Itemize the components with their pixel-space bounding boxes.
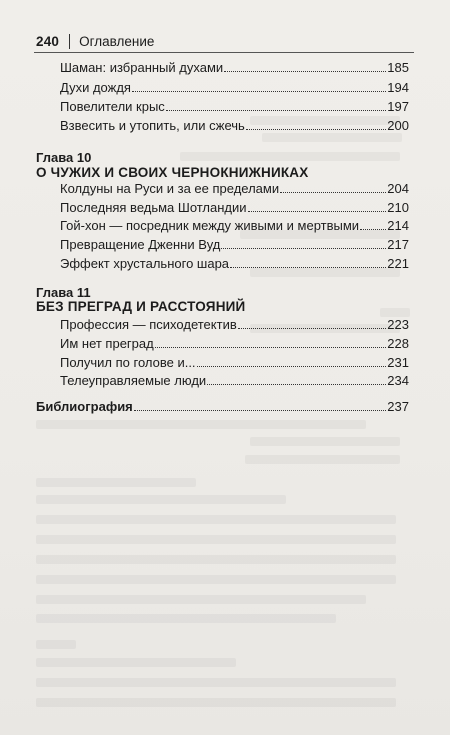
toc-entry[interactable] xyxy=(60,372,409,390)
header-rule xyxy=(34,52,414,53)
toc-entry[interactable] xyxy=(60,335,409,353)
toc-entry-title: Эффект хрустального шара xyxy=(60,256,230,271)
toc-entry-page: 228 xyxy=(387,336,409,351)
leader-dots xyxy=(134,410,387,411)
toc-entry[interactable] xyxy=(60,316,409,334)
toc-entry-page: 231 xyxy=(387,355,409,370)
leader-dots xyxy=(230,267,386,268)
leader-dots xyxy=(280,192,386,193)
toc-entry[interactable] xyxy=(60,59,409,77)
toc-entry-page: 197 xyxy=(387,99,409,114)
toc-entry[interactable] xyxy=(60,236,409,254)
chapter-label: Глава 10 xyxy=(36,150,92,165)
toc-entry-title: Телеуправляемые люди xyxy=(60,373,207,388)
leader-dots xyxy=(248,211,387,212)
leader-dots xyxy=(207,384,386,385)
toc-entry-page: 237 xyxy=(387,399,409,414)
toc-entry-page: 204 xyxy=(387,181,409,196)
leader-dots xyxy=(197,366,387,367)
toc-entry[interactable] xyxy=(60,180,409,198)
page-number: 240 xyxy=(36,33,60,49)
toc-entry[interactable] xyxy=(60,199,409,217)
running-header xyxy=(36,32,154,50)
toc-entry-title: Взвесить и утопить, или сжечь xyxy=(60,118,245,133)
toc-entry-bibliography[interactable] xyxy=(36,398,409,416)
toc-entry[interactable] xyxy=(60,79,409,97)
toc-entry[interactable] xyxy=(60,117,409,135)
toc-entry[interactable] xyxy=(60,217,409,235)
toc-entry-title: Библиография xyxy=(36,399,133,414)
toc-entry-page: 194 xyxy=(387,80,409,95)
toc-entry-title: Им нет преград xyxy=(60,336,154,351)
toc-entry[interactable] xyxy=(60,98,409,116)
header-separator xyxy=(69,34,70,49)
section-title: Оглавление xyxy=(79,33,155,49)
toc-entry-page: 214 xyxy=(387,218,409,233)
toc-entry-title: Превращение Дженни Вуд xyxy=(60,237,221,252)
leader-dots xyxy=(221,248,386,249)
leader-dots xyxy=(360,229,386,230)
leader-dots xyxy=(246,129,387,130)
toc-entry-page: 223 xyxy=(387,317,409,332)
leader-dots xyxy=(132,91,386,92)
toc-entry-page: 221 xyxy=(387,256,409,271)
toc-entry-page: 185 xyxy=(387,60,409,75)
toc-entry-title: Получил по голове и... xyxy=(60,355,196,370)
chapter-title: БЕЗ ПРЕГРАД И РАССТОЯНИЙ xyxy=(36,299,246,314)
toc-entry-title: Духи дождя xyxy=(60,80,131,95)
toc-entry-title: Гой-хон — посредник между живыми и мертвыми xyxy=(60,218,360,233)
leader-dots xyxy=(166,110,386,111)
toc-entry[interactable] xyxy=(60,255,409,273)
toc-entry-title: Колдуны на Руси и за ее пределами xyxy=(60,181,280,196)
chapter-label: Глава 11 xyxy=(36,285,91,300)
toc-entry-page: 234 xyxy=(387,373,409,388)
leader-dots xyxy=(155,347,387,348)
toc-entry-page: 210 xyxy=(387,200,409,215)
toc-entry-title: Профессия — психодетектив xyxy=(60,317,237,332)
leader-dots xyxy=(224,71,386,72)
toc-entry-title: Шаман: избранный духами xyxy=(60,60,224,75)
toc-entry-title: Повелители крыс xyxy=(60,99,165,114)
toc-entry-page: 200 xyxy=(387,118,409,133)
leader-dots xyxy=(238,328,387,329)
chapter-title: О ЧУЖИХ И СВОИХ ЧЕРНОКНИЖНИКАХ xyxy=(36,165,309,180)
toc-entry-title: Последняя ведьма Шотландии xyxy=(60,200,247,215)
toc-entry-page: 217 xyxy=(387,237,409,252)
toc-entry[interactable] xyxy=(60,354,409,372)
